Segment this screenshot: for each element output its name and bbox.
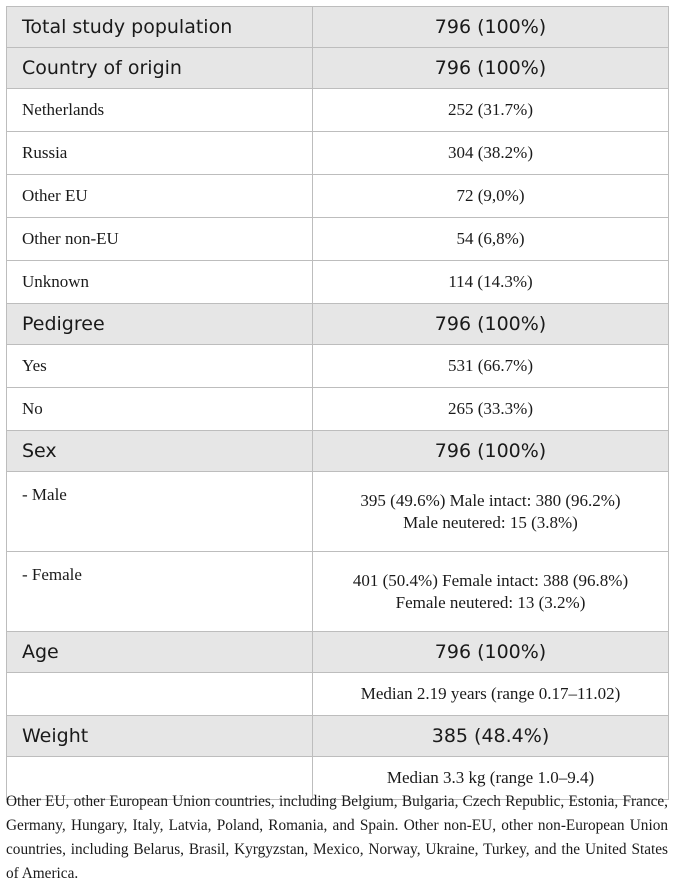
table-row: [7, 632, 669, 673]
table-row: [7, 716, 669, 757]
row-value: 385 (48.4%): [313, 716, 669, 757]
row-label: [7, 673, 313, 716]
row-label: Total study population: [7, 7, 313, 48]
row-value: [313, 552, 669, 632]
row-label: Other EU: [7, 175, 313, 218]
row-label: Russia: [7, 132, 313, 175]
row-value: 114 (14.3%): [313, 261, 669, 304]
row-value: 796 (100%): [313, 48, 669, 89]
table-row: [7, 175, 669, 218]
row-label: Unknown: [7, 261, 313, 304]
row-value: 796 (100%): [313, 431, 669, 472]
row-value: 265 (33.3%): [313, 388, 669, 431]
table-row: [7, 552, 669, 632]
row-label: Yes: [7, 345, 313, 388]
row-label: No: [7, 388, 313, 431]
row-value: 796 (100%): [313, 632, 669, 673]
table-row: [7, 431, 669, 472]
table-row: [7, 7, 669, 48]
table-row: [7, 388, 669, 431]
row-label: Netherlands: [7, 89, 313, 132]
table-row: [7, 261, 669, 304]
row-label: - Male: [7, 472, 313, 552]
row-value: Median 3.3 kg (range 1.0–9.4): [313, 757, 669, 800]
row-label: - Female: [7, 552, 313, 632]
table-row: [7, 673, 669, 716]
row-value: 72 (9,0%): [313, 175, 669, 218]
table-row: [7, 48, 669, 89]
row-label: Pedigree: [7, 304, 313, 345]
row-value: 252 (31.7%): [313, 89, 669, 132]
row-value: Median 2.19 years (range 0.17–11.02): [313, 673, 669, 716]
table-row: [7, 89, 669, 132]
study-population-table: [6, 6, 669, 800]
row-label: Sex: [7, 431, 313, 472]
table-row: [7, 132, 669, 175]
row-label: Age: [7, 632, 313, 673]
row-value: 531 (66.7%): [313, 345, 669, 388]
row-value: 796 (100%): [313, 304, 669, 345]
row-label: Country of origin: [7, 48, 313, 89]
study-population-table-container: [6, 6, 668, 800]
row-label: Weight: [7, 716, 313, 757]
row-value-line: Male neutered: 15 (3.8%): [403, 512, 578, 532]
row-value: 796 (100%): [313, 7, 669, 48]
row-value: 54 (6,8%): [313, 218, 669, 261]
row-value: [313, 472, 669, 552]
row-value: 304 (38.2%): [313, 132, 669, 175]
table-row: [7, 218, 669, 261]
table-footnote: Other EU, other European Union countries, including Belgium, Bulgaria, Czech Republic, Estonia, France, Germany, Hungary, Italy, Latvia, Poland, Romania, and Spain. Other non-EU, other non-European Union countries, including Belarus, Brasil, Kyrgyzstan, Mexico, Norway, Ukraine, Turkey, and the United States of America.: [6, 793, 668, 882]
row-value-line: Female neutered: 13 (3.2%): [395, 592, 586, 612]
table-row: [7, 345, 669, 388]
row-label: Other non-EU: [7, 218, 313, 261]
table-row: [7, 304, 669, 345]
row-value-line: 395 (49.6%) Male intact: 380 (96.2%): [360, 490, 621, 510]
table-row: [7, 472, 669, 552]
row-value-line: 401 (50.4%) Female intact: 388 (96.8%): [352, 570, 629, 590]
